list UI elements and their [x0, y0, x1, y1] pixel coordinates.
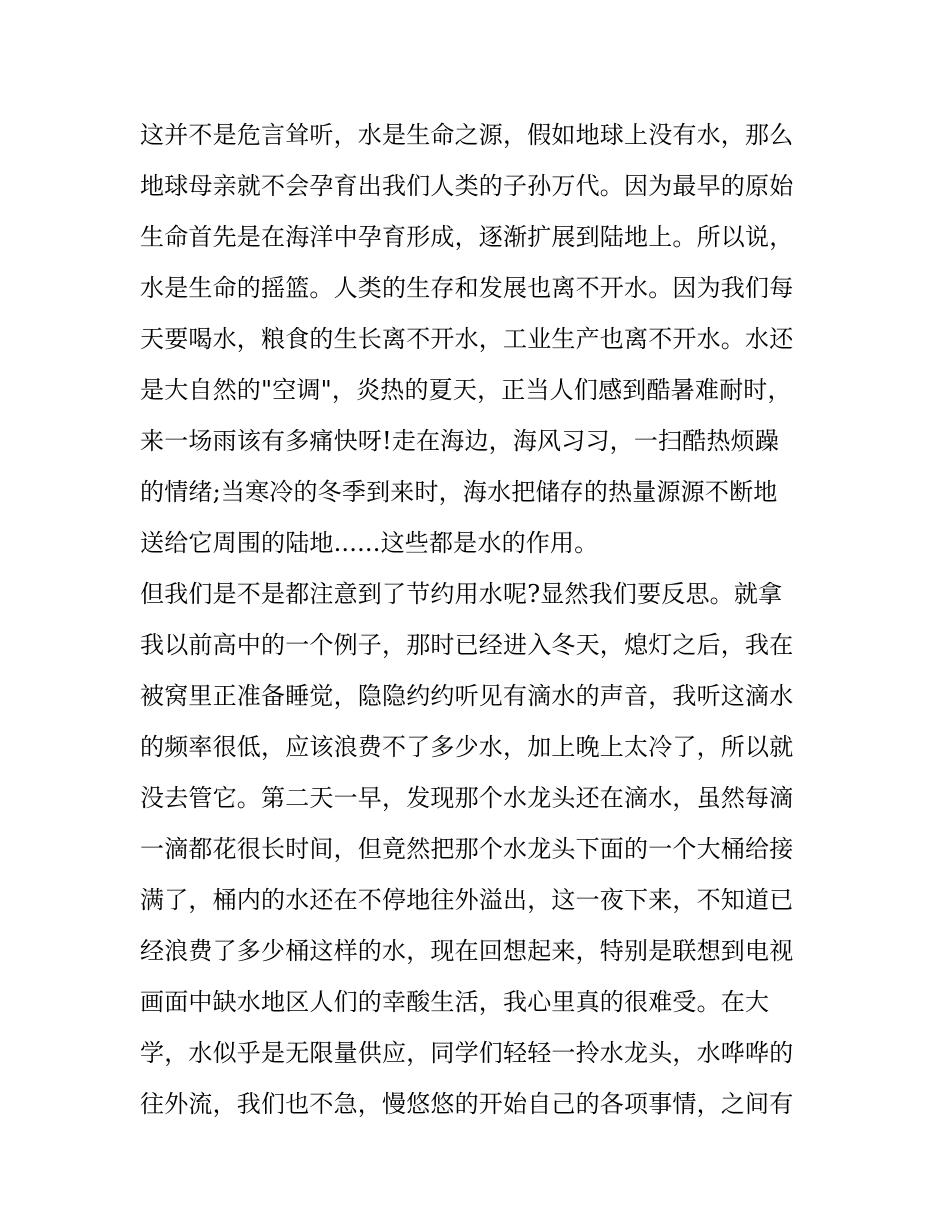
text-line: 画面中缺水地区人们的幸酸生活，我心里真的很难受。在大 [140, 988, 770, 1016]
text-line: 生命首先是在海洋中孕育形成，逐渐扩展到陆地上。所以说， [140, 223, 794, 251]
text-line: 满了，桶内的水还在不停地往外溢出，这一夜下来，不知道已 [140, 886, 794, 914]
text-line: 这并不是危言耸听，水是生命之源，假如地球上没有水，那么 [140, 121, 794, 149]
text-line: 被窝里正准备睡觉，隐隐约约听见有滴水的声音，我听这滴水 [140, 682, 794, 710]
text-line: 但我们是不是都注意到了节约用水呢?显然我们要反思。就拿 [140, 580, 783, 608]
document-body [140, 110, 815, 1130]
paragraph-2 [140, 569, 815, 1130]
text-line: 的情绪;当寒冷的冬季到来时，海水把储存的热量源源不断地 [140, 478, 778, 506]
text-line: 我以前高中的一个例子，那时已经进入冬天，熄灯之后，我在 [140, 631, 794, 659]
text-line: 往外流，我们也不急，慢悠悠的开始自己的各项事情，之间有 [140, 1090, 794, 1118]
text-line: 的频率很低，应该浪费不了多少水，加上晚上太冷了，所以就 [140, 733, 794, 761]
text-line: 学，水似乎是无限量供应，同学们轻轻一拎水龙头，水哗哗的 [140, 1039, 794, 1067]
text-line: 送给它周围的陆地......这些都是水的作用。 [140, 529, 599, 557]
text-line: 来一场雨该有多痛快呀!走在海边，海风习习，一扫酷热烦躁 [140, 427, 780, 455]
text-line: 一滴都花很长时间，但竟然把那个水龙头下面的一个大桶给接 [140, 835, 794, 863]
text-line: 没去管它。第二天一早，发现那个水龙头还在滴水，虽然每滴 [140, 784, 794, 812]
text-line: 天要喝水，粮食的生长离不开水，工业生产也离不开水。水还 [140, 325, 794, 353]
text-line: 地球母亲就不会孕育出我们人类的子孙万代。因为最早的原始 [140, 172, 794, 200]
text-line: 是大自然的"空调"，炎热的夏天，正当人们感到酷暑难耐时， [140, 376, 792, 404]
text-line: 经浪费了多少桶这样的水，现在回想起来，特别是联想到电视 [140, 937, 794, 965]
paragraph-1 [140, 110, 815, 569]
text-line: 水是生命的摇篮。人类的生存和发展也离不开水。因为我们每 [140, 274, 794, 302]
